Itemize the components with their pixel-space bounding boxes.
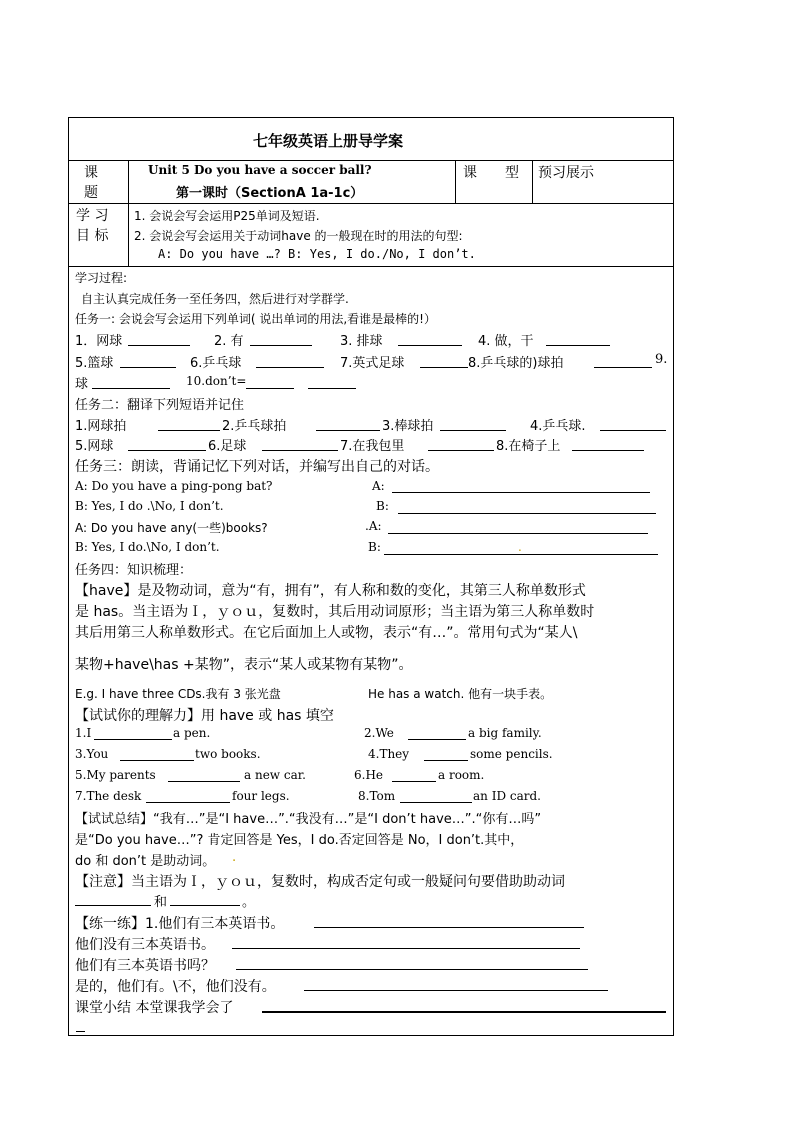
answer-blank[interactable]: [546, 345, 610, 346]
word-item: 2. 有: [214, 334, 244, 349]
word-item: 1．网球: [75, 334, 123, 349]
grammar-paragraph: 某物+have\has +某物”，表示“某人或某物有某物”。: [75, 657, 413, 673]
fill-item: 6.He: [354, 768, 384, 782]
class-summary-blank[interactable]: [262, 1011, 666, 1013]
answer-blank[interactable]: [600, 430, 666, 431]
task1-title: 任务一: 会说会写会运用下列单词( 说出单词的用法,看谁是最棒的!）: [75, 312, 436, 326]
goal-item: 2. 会说会写会运用关于动词have 的一般现在时的用法的句型:: [134, 229, 463, 243]
dialogue-line: A: Do you have a ping-pong bat?: [75, 479, 273, 493]
summary-text: 【试试总结】“我有…”是“I have…”.“我没有…”是“I don’t have…”.“你有…吗”: [75, 812, 542, 827]
answer-blank[interactable]: [398, 345, 462, 346]
practice-line: 【练一练】1.他们有三本英语书。: [75, 916, 285, 932]
type-label: 型: [505, 165, 519, 181]
practice-blank[interactable]: [314, 927, 584, 928]
fill-blank[interactable]: [94, 739, 172, 740]
stray-dot: .: [232, 850, 237, 865]
word-item: 4. 做，干: [478, 334, 534, 349]
answer-blank[interactable]: [594, 367, 652, 368]
exercise-title: 【试试你的理解力】用 have 或 has 填空: [75, 708, 334, 724]
dialogue-line: B: Yes, I do .\No, I don’t.: [75, 499, 224, 513]
answer-blank[interactable]: [250, 345, 312, 346]
row-divider: [68, 160, 674, 161]
stray-dot: .: [518, 540, 522, 554]
fill-item: a pen.: [173, 726, 211, 740]
answer-blank[interactable]: [158, 430, 220, 431]
fill-item: 1.I: [75, 726, 92, 740]
word-item: 5.篮球: [75, 356, 114, 371]
answer-blank[interactable]: [256, 367, 324, 368]
process-intro: 自主认真完成任务一至任务四，然后进行对学群学.: [81, 292, 349, 306]
grammar-paragraph: 其后用第三人称单数形式。在它后面加上人或物，表示“有…”。常用句式为“某人\: [75, 625, 578, 641]
type-label: 课: [463, 165, 477, 181]
topic-label: 题: [84, 185, 98, 201]
answer-blank[interactable]: [262, 450, 338, 451]
fill-item: 7.The desk: [75, 789, 142, 803]
dialogue-blank[interactable]: [392, 492, 650, 493]
row-divider: [68, 266, 674, 267]
word-item: 7.英式足球: [340, 356, 405, 371]
phrase-item: 6.足球: [208, 439, 247, 454]
note-text: 和: [154, 895, 168, 910]
word-item: 8.乒乓球的)球拍: [468, 356, 564, 371]
dialogue-speaker: A:: [372, 479, 385, 493]
word-item: 球: [75, 377, 89, 392]
fill-blank[interactable]: [424, 760, 468, 761]
answer-blank[interactable]: [440, 430, 506, 431]
grammar-paragraph: 是 has。当主语为Ｉ，ｙｏｕ，复数时，其后用动词原形；当主语为第三人称单数时: [75, 604, 595, 620]
dialogue-line: B: Yes, I do.\No, I don’t.: [75, 540, 220, 554]
column-divider: [455, 160, 456, 203]
practice-blank[interactable]: [232, 948, 580, 949]
fill-blank[interactable]: [120, 760, 194, 761]
task2-title: 任务二：翻译下列短语并记住: [75, 398, 245, 413]
fill-item: 2.We: [364, 726, 394, 740]
note-blank[interactable]: [170, 905, 240, 906]
fill-item: 4.They: [368, 747, 410, 761]
phrase-item: 3.棒球拍: [382, 419, 434, 434]
class-summary: 课堂小结 本堂课我学会了: [75, 1000, 234, 1016]
column-divider: [128, 160, 129, 266]
fill-item: an ID card.: [473, 789, 541, 803]
note-text: 【注意】当主语为Ｉ，ｙｏｕ，复数时，构成否定句或一般疑问句要借助助动词: [75, 874, 565, 890]
dialogue-speaker: B:: [368, 540, 381, 554]
phrase-item: 1.网球拍: [75, 419, 127, 434]
answer-blank[interactable]: [308, 388, 356, 389]
example-sentence: He has a watch. 他有一块手表。: [368, 687, 553, 701]
summary-text: 是“Do you have…”? 肯定回答是 Yes，I do.否定回答是 No，I don’t.其中，: [75, 833, 524, 848]
goals-label: 学 习: [76, 208, 109, 224]
fill-item: four legs.: [232, 789, 290, 803]
example-sentence: E.g. I have three CDs.我有 3 张光盘: [75, 687, 281, 701]
process-heading: 学习过程:: [75, 271, 128, 285]
type-value: 预习展示: [538, 165, 594, 181]
dialogue-speaker: B:: [376, 499, 389, 513]
phrase-item: 8.在椅子上: [496, 439, 561, 454]
practice-line: 他们有三本英语书吗？: [75, 958, 215, 974]
fill-item: two books.: [195, 747, 261, 761]
answer-blank[interactable]: [128, 345, 190, 346]
practice-blank[interactable]: [304, 990, 608, 991]
answer-blank[interactable]: [128, 450, 206, 451]
task4-title: 任务四：知识梳理：: [75, 563, 193, 578]
fill-blank[interactable]: [408, 739, 466, 740]
grammar-paragraph: 【have】是及物动词，意为“有，拥有”，有人称和数的变化，其第三人称单数形式: [75, 583, 586, 599]
fill-item: a room.: [438, 768, 485, 782]
summary-text: do 和 don’t 是助动词。: [75, 854, 216, 869]
word-item: 10.don’t=: [186, 374, 247, 388]
goals-label: 目 标: [76, 228, 109, 244]
phrase-item: 2.乒乓球拍: [222, 419, 287, 434]
answer-blank[interactable]: [92, 388, 170, 389]
fill-item: 8.Tom: [358, 789, 396, 803]
fill-item: 3.You: [75, 747, 109, 761]
fill-blank[interactable]: [168, 781, 240, 782]
phrase-item: 5.网球: [75, 439, 114, 454]
word-item: 3. 排球: [340, 334, 383, 349]
answer-blank[interactable]: [246, 388, 294, 389]
dialogue-blank[interactable]: [384, 554, 658, 555]
answer-blank[interactable]: [420, 367, 468, 368]
answer-blank[interactable]: [316, 430, 380, 431]
fill-blank[interactable]: [146, 802, 230, 803]
page-title: 七年级英语上册导学案: [253, 132, 404, 150]
dialogue-blank[interactable]: [398, 513, 656, 514]
practice-blank[interactable]: [236, 969, 588, 970]
goal-item: 1. 会说会写会运用P25单词及短语.: [134, 209, 320, 223]
fill-item: a big family.: [468, 726, 542, 740]
dialogue-speaker: .A:: [365, 519, 382, 533]
fill-blank[interactable]: [392, 781, 436, 782]
phrase-item: 4.乒乓球.: [530, 419, 586, 434]
practice-line: 是的，他们有。\不，他们没有。: [75, 979, 276, 995]
lesson-title: 第一课时（SectionA 1a-1c）: [176, 186, 364, 201]
fill-item: a new car.: [244, 768, 306, 782]
fill-item: 5.My parents: [75, 768, 156, 782]
unit-title: Unit 5 Do you have a soccer ball?: [148, 163, 372, 177]
word-item: 6.乒乓球: [190, 356, 242, 371]
word-item: 9.: [655, 352, 668, 367]
dialogue-blank[interactable]: [388, 533, 648, 534]
topic-label: 课: [84, 165, 98, 181]
answer-blank[interactable]: [120, 367, 176, 368]
goal-item: A: Do you have …? B: Yes, I do./No, I don’t.: [158, 247, 476, 261]
phrase-item: 7.在我包里: [340, 439, 405, 454]
note-text: 。: [242, 895, 256, 910]
column-divider: [532, 160, 533, 203]
row-divider: [68, 203, 674, 204]
fill-blank[interactable]: [400, 802, 472, 803]
practice-line: 他们没有三本英语书。: [75, 937, 215, 953]
note-blank[interactable]: [75, 905, 151, 906]
class-summary-blank[interactable]: [76, 1031, 85, 1032]
answer-blank[interactable]: [428, 450, 494, 451]
fill-item: some pencils.: [470, 747, 553, 761]
task3-title: 任务三：朗读，背诵记忆下列对话，并编写出自己的对话。: [75, 459, 439, 475]
dialogue-line: A: Do you have any(一些)books?: [75, 521, 268, 535]
answer-blank[interactable]: [572, 450, 644, 451]
